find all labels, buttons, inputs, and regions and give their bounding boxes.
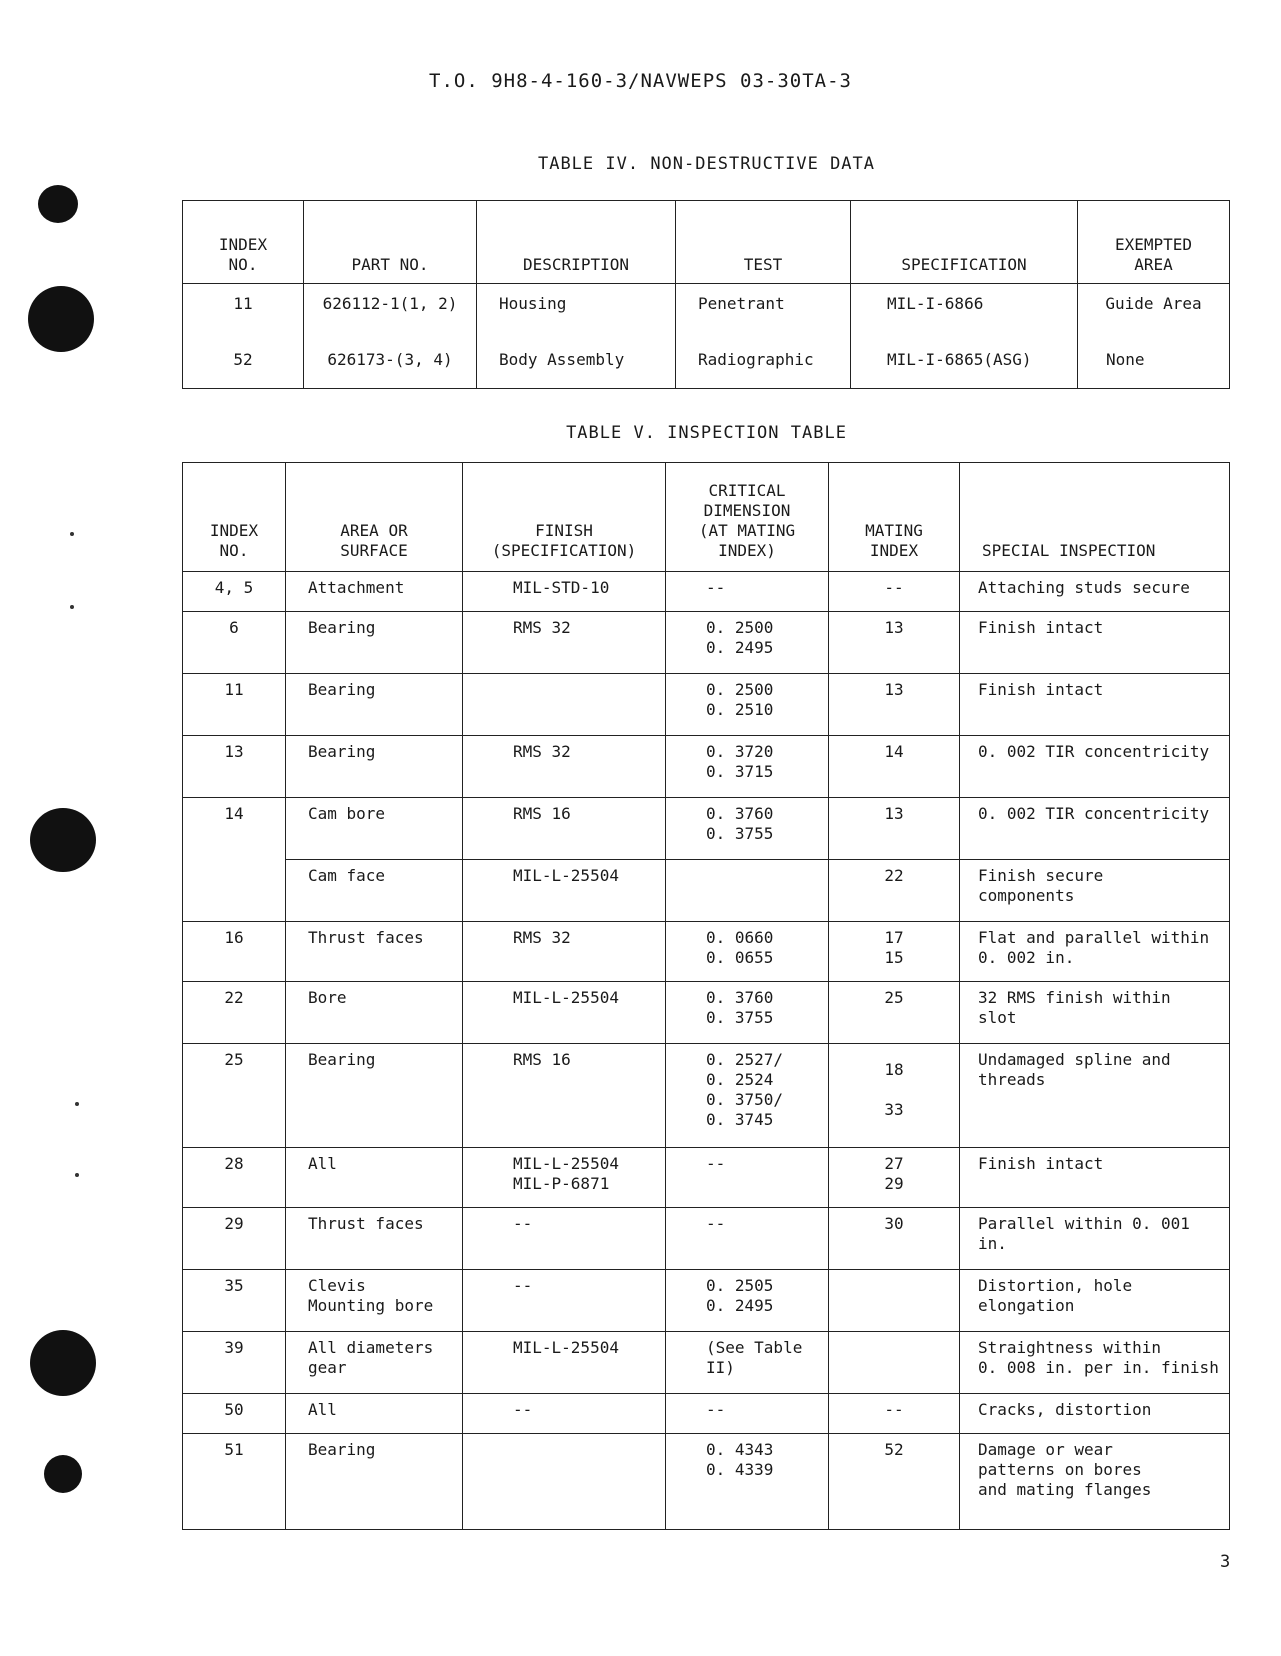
cell-special-inspection: Cracks, distortion [960, 1394, 1230, 1434]
non-destructive-data-table [182, 200, 1230, 389]
cell-mating-index: 25 [829, 982, 960, 1044]
cell-finish: MIL-L-25504 [463, 860, 666, 922]
cell-finish: RMS 32 [463, 736, 666, 798]
cell-area-or-surface: Bore [286, 982, 463, 1044]
table-header-row [183, 463, 1230, 572]
cell-test: Radiographic [676, 340, 851, 389]
cell-description: Housing [477, 284, 676, 341]
cell-index: 39 [183, 1332, 286, 1394]
cell-mating-index: -- [829, 1394, 960, 1434]
document-header: T.O. 9H8-4-160-3/NAVWEPS 03-30TA-3 [429, 70, 852, 92]
cell-finish: MIL-L-25504 MIL-P-6871 [463, 1148, 666, 1208]
table-row [183, 1270, 1230, 1332]
inspection-table [182, 462, 1230, 1530]
table-row [183, 1434, 1230, 1530]
cell-area-or-surface: Bearing [286, 674, 463, 736]
cell-critical-dimension: -- [666, 1148, 829, 1208]
col-header-finish: FINISH (SPECIFICATION) [463, 463, 666, 572]
col-header-mating-index: MATING INDEX [829, 463, 960, 572]
cell-mating-index: 52 [829, 1434, 960, 1530]
cell-specification: MIL-I-6866 [851, 284, 1078, 341]
cell-mating-index [829, 1270, 960, 1332]
cell-mating-index: 13 [829, 798, 960, 860]
table-row [183, 1332, 1230, 1394]
cell-area-or-surface: Cam bore [286, 798, 463, 860]
cell-critical-dimension: 0. 2500 0. 2495 [666, 612, 829, 674]
binder-hole [38, 185, 78, 223]
cell-special-inspection: Straightness within 0. 008 in. per in. finish [960, 1332, 1230, 1394]
cell-finish: MIL-L-25504 [463, 982, 666, 1044]
cell-finish: MIL-L-25504 [463, 1332, 666, 1394]
cell-finish: RMS 16 [463, 1044, 666, 1148]
cell-test: Penetrant [676, 284, 851, 341]
cell-index: 11 [183, 674, 286, 736]
cell-mating-index: 13 [829, 674, 960, 736]
col-header-test: TEST [676, 201, 851, 284]
page-number: 3 [1220, 1552, 1231, 1572]
cell-critical-dimension: 0. 3760 0. 3755 [666, 798, 829, 860]
cell-critical-dimension: 0. 4343 0. 4339 [666, 1434, 829, 1530]
cell-special-inspection: Finish secure components [960, 860, 1230, 922]
cell-critical-dimension: 0. 2500 0. 2510 [666, 674, 829, 736]
cell-critical-dimension: 0. 3760 0. 3755 [666, 982, 829, 1044]
cell-critical-dimension: 0. 2527/ 0. 2524 0. 3750/ 0. 3745 [666, 1044, 829, 1148]
cell-area-or-surface: Cam face [286, 860, 463, 922]
cell-index: 28 [183, 1148, 286, 1208]
cell-index: 6 [183, 612, 286, 674]
table-row [183, 1148, 1230, 1208]
speck [70, 605, 74, 609]
cell-index: 13 [183, 736, 286, 798]
col-header-description: DESCRIPTION [477, 201, 676, 284]
cell-index: 29 [183, 1208, 286, 1270]
cell-description: Body Assembly [477, 340, 676, 389]
cell-index: 4, 5 [183, 572, 286, 612]
cell-index: 22 [183, 982, 286, 1044]
binder-hole [44, 1455, 82, 1493]
cell-critical-dimension: 0. 2505 0. 2495 [666, 1270, 829, 1332]
speck [75, 1173, 79, 1177]
cell-area-or-surface: Bearing [286, 1044, 463, 1148]
table-row [183, 674, 1230, 736]
table-row [183, 982, 1230, 1044]
cell-index: 52 [183, 340, 304, 389]
cell-critical-dimension: -- [666, 1394, 829, 1434]
cell-finish: -- [463, 1208, 666, 1270]
cell-mating-index: 27 29 [829, 1148, 960, 1208]
cell-critical-dimension: (See Table II) [666, 1332, 829, 1394]
col-header-specification: SPECIFICATION [851, 201, 1078, 284]
col-header-special-inspection: SPECIAL INSPECTION [960, 463, 1230, 572]
col-header-area-or-surface: AREA OR SURFACE [286, 463, 463, 572]
cell-special-inspection: 32 RMS finish within slot [960, 982, 1230, 1044]
cell-critical-dimension [666, 860, 829, 922]
cell-finish: RMS 32 [463, 612, 666, 674]
cell-mating-index [829, 1332, 960, 1394]
cell-area-or-surface: All diameters gear [286, 1332, 463, 1394]
cell-special-inspection: Finish intact [960, 1148, 1230, 1208]
cell-mating-index: 18 33 [829, 1044, 960, 1148]
cell-mating-index: 30 [829, 1208, 960, 1270]
cell-index: 35 [183, 1270, 286, 1332]
cell-mating-index: 17 15 [829, 922, 960, 982]
col-header-index-no: INDEX NO. [183, 201, 304, 284]
cell-special-inspection: Parallel within 0. 001 in. [960, 1208, 1230, 1270]
cell-critical-dimension: -- [666, 1208, 829, 1270]
table-row [183, 1044, 1230, 1148]
cell-area-or-surface: Bearing [286, 736, 463, 798]
cell-area-or-surface: All [286, 1148, 463, 1208]
table-iv-title: TABLE IV. NON-DESTRUCTIVE DATA [537, 154, 876, 174]
cell-mating-index: 22 [829, 860, 960, 922]
table-row [183, 922, 1230, 982]
cell-finish [463, 1434, 666, 1530]
table-row [183, 340, 1230, 389]
speck [70, 532, 74, 536]
table-row [183, 798, 1230, 860]
speck [75, 1102, 79, 1106]
cell-index: 16 [183, 922, 286, 982]
cell-area-or-surface: All [286, 1394, 463, 1434]
cell-exempted-area: Guide Area [1078, 284, 1230, 341]
cell-critical-dimension: 0. 0660 0. 0655 [666, 922, 829, 982]
cell-special-inspection: Undamaged spline and threads [960, 1044, 1230, 1148]
cell-index: 11 [183, 284, 304, 341]
table-header-row [183, 201, 1230, 284]
cell-finish: -- [463, 1394, 666, 1434]
cell-finish: MIL-STD-10 [463, 572, 666, 612]
col-header-exempted-area: EXEMPTED AREA [1078, 201, 1230, 284]
cell-index: 14 [183, 798, 286, 922]
cell-special-inspection: Distortion, hole elongation [960, 1270, 1230, 1332]
table-row [183, 284, 1230, 341]
cell-area-or-surface: Bearing [286, 1434, 463, 1530]
col-header-critical-dimension: CRITICAL DIMENSION (AT MATING INDEX) [666, 463, 829, 572]
cell-index: 25 [183, 1044, 286, 1148]
cell-special-inspection: Finish intact [960, 612, 1230, 674]
cell-critical-dimension: 0. 3720 0. 3715 [666, 736, 829, 798]
cell-mating-index: -- [829, 572, 960, 612]
cell-area-or-surface: Attachment [286, 572, 463, 612]
cell-finish: RMS 16 [463, 798, 666, 860]
cell-index: 51 [183, 1434, 286, 1530]
cell-special-inspection: Flat and parallel within 0. 002 in. [960, 922, 1230, 982]
cell-finish: RMS 32 [463, 922, 666, 982]
cell-special-inspection: 0. 002 TIR concentricity [960, 798, 1230, 860]
cell-special-inspection: Damage or wear patterns on bores and mating flanges [960, 1434, 1230, 1530]
table-row [183, 612, 1230, 674]
table-row [183, 1394, 1230, 1434]
cell-area-or-surface: Clevis Mounting bore [286, 1270, 463, 1332]
table-row [183, 860, 1230, 922]
table-row [183, 736, 1230, 798]
cell-special-inspection: Attaching studs secure [960, 572, 1230, 612]
cell-exempted-area: None [1078, 340, 1230, 389]
table-row [183, 1208, 1230, 1270]
binder-hole [28, 286, 94, 352]
col-header-part-no: PART NO. [304, 201, 477, 284]
cell-area-or-surface: Thrust faces [286, 1208, 463, 1270]
cell-area-or-surface: Bearing [286, 612, 463, 674]
cell-finish [463, 674, 666, 736]
cell-special-inspection: Finish intact [960, 674, 1230, 736]
cell-part-no: 626112-1(1, 2) [304, 284, 477, 341]
table-row [183, 572, 1230, 612]
cell-part-no: 626173-(3, 4) [304, 340, 477, 389]
binder-hole [30, 808, 96, 872]
table-v-title: TABLE V. INSPECTION TABLE [566, 423, 847, 443]
cell-special-inspection: 0. 002 TIR concentricity [960, 736, 1230, 798]
cell-mating-index: 14 [829, 736, 960, 798]
cell-index: 50 [183, 1394, 286, 1434]
col-header-index-no: INDEX NO. [183, 463, 286, 572]
cell-mating-index: 13 [829, 612, 960, 674]
cell-area-or-surface: Thrust faces [286, 922, 463, 982]
cell-finish: -- [463, 1270, 666, 1332]
cell-critical-dimension: -- [666, 572, 829, 612]
cell-specification: MIL-I-6865(ASG) [851, 340, 1078, 389]
binder-hole [30, 1330, 96, 1396]
